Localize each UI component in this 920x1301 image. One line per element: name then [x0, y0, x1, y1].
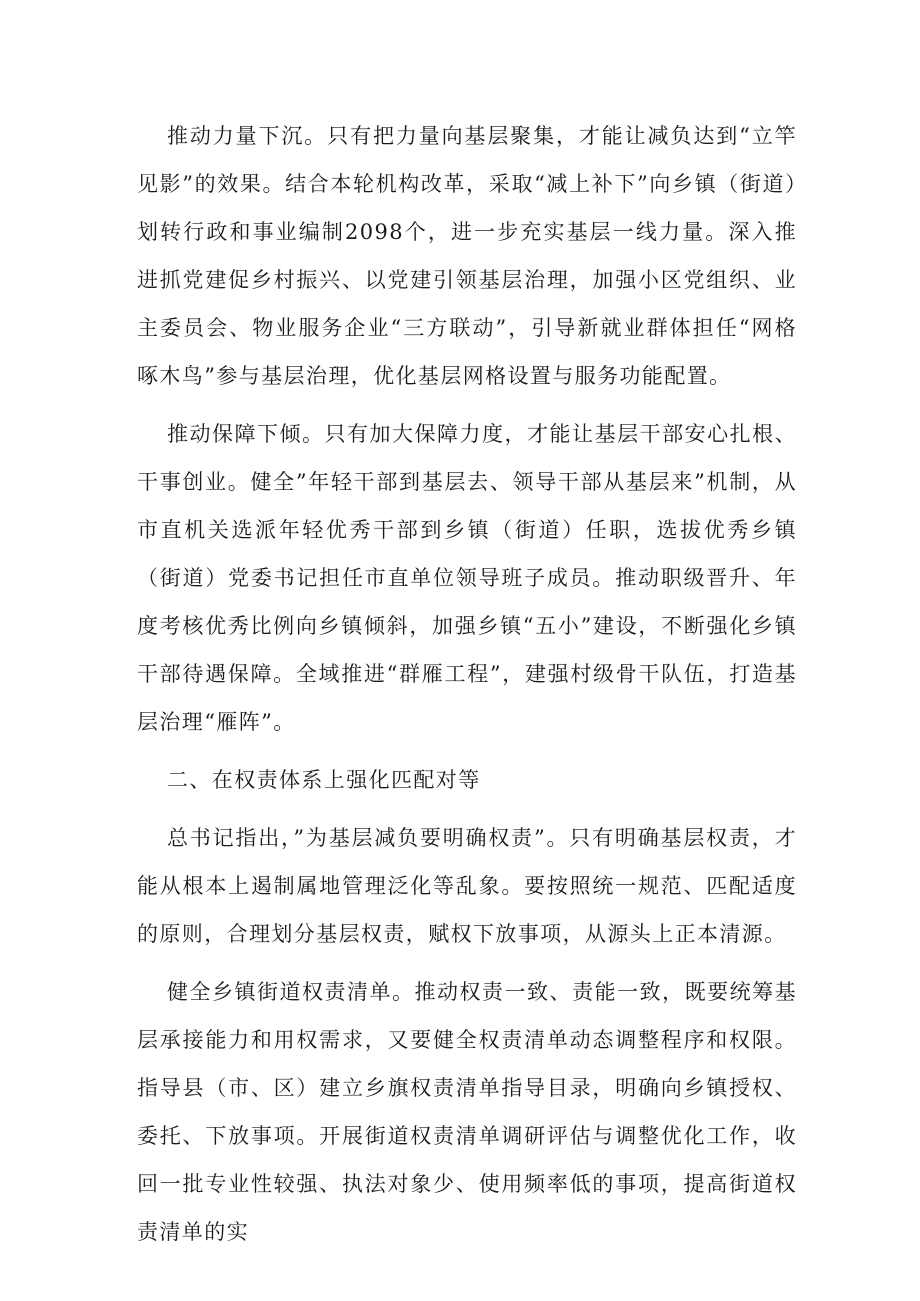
document-body: [137, 112, 797, 1266]
paragraph-responsibility-list: 健全乡镇街道权责清单。推动权责一致、责能一致，既要统筹基层承接能力和用权需求，又要健全权责清单动态调整程序和权限。指导县（市、区）建立乡旗权责清单指导目录，明确向乡镇授权、委托、下放事项。开展街道权责清单调研评估与调整优化工作，收回一批专业性较强、执法对象少、使用频率低的事项，提高街道权责清单的实: [137, 980, 797, 1244]
paragraph-guarantee-tilt: 推动保障下倾。只有加大保障力度，才能让基层干部安心扎根、干事创业。健全”年轻干部到基层去、领导干部从基层来”机制，从市直机关选派年轻优秀干部到乡镇（街道）任职，选拔优秀乡镇（街道）党委书记担任市直单位领导班子成员。推动职级晋升、年度考核优秀比例向乡镇倾斜，加强乡镇“五小”建设，不断强化乡镇干部待遇保障。全域推进“群雁工程”，建强村级骨干队伍，打造基层治理“雁阵”。: [137, 422, 797, 734]
paragraph-force-sinking: 推动力量下沉。只有把力量向基层聚集，才能让减负达到“立竿见影”的效果。结合本轮机构改革，采取“减上补下”向乡镇（街道）划转行政和事业编制2098个，进一步充实基层一线力量。深入推进抓党建促乡村振兴、以党建引领基层治理，加强小区党组织、业主委员会、物业服务企业“三方联动”，引导新就业群体担任“网格啄木鸟”参与基层治理，优化基层网格设置与服务功能配置。: [137, 124, 797, 388]
section-heading-two: 二、在权责体系上强化匹配对等: [167, 768, 481, 792]
paragraph-clarify-responsibilities: 总书记指出，”为基层减负要明确权责”。只有明确基层权责，才能从根本上遏制属地管理泛化等乱象。要按照统一规范、匹配适度的原则，合理划分基层权责，赋权下放事项，从源头上正本清源。: [137, 826, 797, 946]
